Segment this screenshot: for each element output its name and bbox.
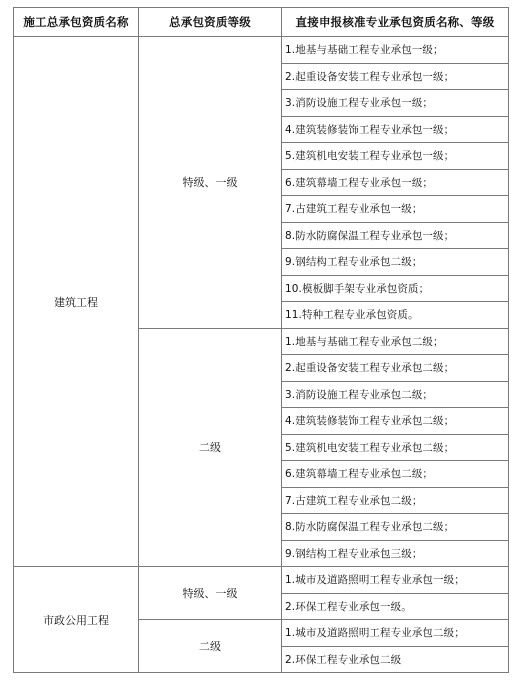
header-row (14, 8, 509, 37)
header-qualification-name: 施工总承包资质名称 (14, 8, 139, 37)
list-item: 7.古建筑工程专业承包二级； (282, 487, 509, 514)
list-item: 4.建筑装修装饰工程专业承包一级； (282, 116, 509, 143)
list-item: 11.特种工程专业承包资质。 (282, 302, 509, 329)
list-item: 3.消防设施工程专业承包二级； (282, 381, 509, 408)
list-item: 4.建筑装修装饰工程专业承包二级； (282, 408, 509, 435)
group-level: 二级 (139, 328, 282, 567)
list-item: 6.建筑幕墙工程专业承包一级； (282, 169, 509, 196)
table-row (14, 567, 509, 594)
list-item: 8.防水防腐保温工程专业承包一级； (282, 222, 509, 249)
list-item: 6.建筑幕墙工程专业承包二级； (282, 461, 509, 488)
section-name: 建筑工程 (14, 37, 139, 567)
header-specialty-qualifications: 直接申报核准专业承包资质名称、等级 (282, 8, 509, 37)
list-item: 1.地基与基础工程专业承包二级； (282, 328, 509, 355)
list-item: 2.环保工程专业承包一级。 (282, 593, 509, 620)
section-name: 市政公用工程 (14, 567, 139, 673)
list-item: 7.古建筑工程专业承包一级； (282, 196, 509, 223)
list-item: 2.起重设备安装工程专业承包一级； (282, 63, 509, 90)
list-item: 1.城市及道路照明工程专业承包一级； (282, 567, 509, 594)
list-item: 5.建筑机电安装工程专业承包二级； (282, 434, 509, 461)
list-item: 8.防水防腐保温工程专业承包二级； (282, 514, 509, 541)
header-qualification-level: 总承包资质等级 (139, 8, 282, 37)
list-item: 1.地基与基础工程专业承包一级； (282, 37, 509, 64)
group-level: 特级、一级 (139, 37, 282, 329)
qualification-table (13, 7, 509, 673)
list-item: 5.建筑机电安装工程专业承包一级； (282, 143, 509, 170)
list-item: 2.起重设备安装工程专业承包二级； (282, 355, 509, 382)
group-level: 特级、一级 (139, 567, 282, 620)
list-item: 1.城市及道路照明工程专业承包二级； (282, 620, 509, 647)
group-level: 二级 (139, 620, 282, 673)
list-item: 9.钢结构工程专业承包二级； (282, 249, 509, 276)
list-item: 9.钢结构工程专业承包三级； (282, 540, 509, 567)
list-item: 10.模板脚手架专业承包资质； (282, 275, 509, 302)
table-row (14, 37, 509, 64)
list-item: 2.环保工程专业承包二级 (282, 646, 509, 673)
list-item: 3.消防设施工程专业承包一级； (282, 90, 509, 117)
